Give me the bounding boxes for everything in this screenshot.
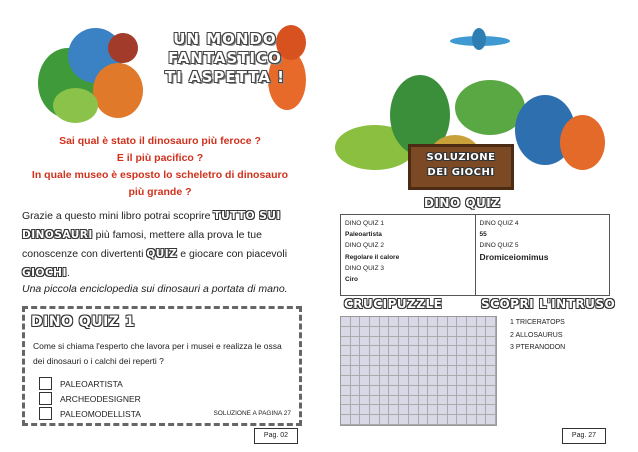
grid-cell [370,337,380,347]
grid-cell [419,376,429,386]
title-line-2: FANTASTICO [168,49,282,67]
answer-label: DINO QUIZ 1 [345,220,385,227]
grid-cell [477,366,487,376]
grid-cell [380,317,390,327]
question-line-3: In quale museo è esposto lo scheletro di dinosauro [31,169,289,181]
sign-line-1: SOLUZIONE [426,152,496,163]
grid-cell [438,405,448,415]
grid-cell [341,356,351,366]
grid-cell [351,405,361,415]
grid-cell [409,337,419,347]
option-checkbox[interactable] [39,377,52,390]
grid-cell [370,317,380,327]
book-title [150,30,300,87]
grid-cell [486,396,496,406]
grid-cell [409,317,419,327]
grid-cell [457,396,467,406]
grid-cell [448,405,458,415]
answer-value: 55 [479,231,487,239]
quiz-option-1[interactable] [39,377,123,390]
intro-text-3: e giocare con piacevoli [177,248,288,260]
grid-cell [399,317,409,327]
grid-cell [448,337,458,347]
grid-cell [380,346,390,356]
grid-cell [457,346,467,356]
grid-cell [448,396,458,406]
grid-cell [360,396,370,406]
answer-value: Ciro [345,276,358,284]
option-checkbox[interactable] [39,407,52,420]
grid-cell [457,327,467,337]
grid-cell [360,366,370,376]
grid-cell [370,405,380,415]
grid-cell [389,327,399,337]
grid-cell [399,396,409,406]
dinosaurs-illustration [38,28,148,128]
grid-cell [467,337,477,347]
grid-cell [467,396,477,406]
grid-cell [360,376,370,386]
grid-cell [419,415,429,425]
grid-cell [370,415,380,425]
solution-sign [408,144,514,190]
grid-cell [360,356,370,366]
grid-cell [457,356,467,366]
option-label: PALEOMODELLISTA [60,408,141,419]
grid-cell [351,346,361,356]
grid-cell [389,366,399,376]
answer-value: Regolare il calore [345,253,400,261]
title-line-3: TI ASPETTA ! [164,68,285,86]
grid-cell [370,376,380,386]
grid-cell [428,366,438,376]
grid-cell [486,337,496,347]
grid-cell [370,386,380,396]
grid-cell [428,317,438,327]
grid-cell [370,396,380,406]
grid-cell [399,346,409,356]
intro-paragraph [22,207,307,283]
grid-cell [477,405,487,415]
answer-value: Dromiceiomimus [479,251,549,262]
grid-cell [389,386,399,396]
grid-cell [428,327,438,337]
grid-cell [389,356,399,366]
grid-cell [370,346,380,356]
quiz-question: Come si chiama l'esperto che lavora per i musei e realizza le ossa dei dinosauri o i calchi dei reperti ? [33,341,282,366]
grid-cell [360,327,370,337]
intruder-heading: SCOPRI L'INTRUSO [481,297,616,311]
grid-cell [399,386,409,396]
grid-cell [380,337,390,347]
answers-column-1 [341,215,475,295]
grid-cell [389,376,399,386]
grid-cell [380,327,390,337]
grid-cell [380,366,390,376]
grid-cell [467,356,477,366]
grid-cell [341,317,351,327]
grid-cell [467,366,477,376]
grid-cell [438,386,448,396]
grid-cell [438,337,448,347]
grid-cell [477,337,487,347]
grid-cell [428,337,438,347]
grid-cell [399,356,409,366]
grid-cell [486,327,496,337]
grid-cell [448,415,458,425]
option-checkbox[interactable] [39,392,52,405]
grid-cell [477,415,487,425]
grid-cell [448,327,458,337]
grid-cell [457,415,467,425]
grid-cell [486,346,496,356]
crucipuzzle-grid [340,316,497,426]
grid-cell [409,396,419,406]
grid-cell [409,376,419,386]
intruder-item: 2 ALLOSAURUS [510,331,563,339]
grid-cell [341,366,351,376]
grid-cell [428,376,438,386]
grid-cell [428,405,438,415]
grid-cell [477,396,487,406]
grid-cell [438,356,448,366]
intruder-item: 3 PTERANODON [510,344,566,351]
grid-cell [428,386,438,396]
grid-cell [389,415,399,425]
quiz-title: DINO QUIZ 1 [31,314,136,330]
grid-cell [486,366,496,376]
grid-cell [457,405,467,415]
grid-cell [360,346,370,356]
grid-cell [389,317,399,327]
grid-cell [351,396,361,406]
grid-cell [467,386,477,396]
grid-cell [419,366,429,376]
option-label: ARCHEODESIGNER [60,393,141,404]
question-line-1: Sai qual è stato il dinosauro più feroce ? [59,135,261,147]
grid-cell [448,317,458,327]
grid-cell [380,415,390,425]
grid-cell [409,405,419,415]
sign-line-2: DEI GIOCHI [427,167,495,178]
grid-cell [360,386,370,396]
grid-cell [448,376,458,386]
grid-cell [409,366,419,376]
grid-cell [419,337,429,347]
grid-cell [419,396,429,406]
grid-cell [438,415,448,425]
grid-cell [370,327,380,337]
grid-cell [419,405,429,415]
grid-cell [341,415,351,425]
answer-label: DINO QUIZ 4 [479,220,519,227]
grid-cell [409,356,419,366]
page-number-right: Pag. 27 [562,428,606,444]
grid-cell [409,415,419,425]
grid-cell [428,346,438,356]
grid-cell [351,356,361,366]
grid-cell [448,366,458,376]
grid-cell [409,327,419,337]
grid-cell [360,405,370,415]
grid-cell [370,356,380,366]
answer-label: DINO QUIZ 2 [345,242,385,250]
grid-cell [477,327,487,337]
intruder-item: 1 TRICERATOPS [510,319,565,326]
quiz-option-2[interactable] [39,392,141,405]
grid-cell [341,396,351,406]
grid-cell [467,327,477,337]
grid-cell [399,376,409,386]
intro-highlight-2: QUIZ [146,248,178,260]
intro-highlight-3: GIOCHI [22,267,67,279]
grid-cell [477,376,487,386]
grid-cell [486,386,496,396]
grid-cell [438,327,448,337]
grid-cell [341,386,351,396]
crucipuzzle-heading: CRUCIPUZZLE [344,297,443,311]
grid-cell [351,337,361,347]
grid-cell [341,346,351,356]
title-line-1: UN MONDO [173,30,277,48]
grid-cell [477,317,487,327]
grid-cell [457,317,467,327]
grid-cell [389,405,399,415]
grid-cell [448,386,458,396]
grid-cell [419,317,429,327]
intruder-list [510,317,565,355]
grid-cell [486,356,496,366]
grid-cell [438,396,448,406]
grid-cell [467,317,477,327]
grid-cell [419,386,429,396]
grid-cell [486,415,496,425]
grid-cell [399,415,409,425]
grid-cell [380,386,390,396]
grid-cell [360,337,370,347]
grid-cell [457,376,467,386]
intro-text-4: . [66,267,70,279]
grid-cell [477,356,487,366]
subtitle: Una piccola enciclopedia sui dinosauri a portata di mano. [22,283,288,295]
grid-cell [380,396,390,406]
grid-cell [438,317,448,327]
grid-cell [419,327,429,337]
grid-cell [399,405,409,415]
page-number-left: Pag. 02 [254,428,298,444]
grid-cell [477,386,487,396]
grid-cell [467,346,477,356]
intro-text-1: Grazie a questo mini libro potrai scoprire [22,210,214,222]
intro-highlight-1: TUTTO SUI DINOSAURI [22,210,281,241]
quiz-option-3[interactable] [39,407,141,420]
grid-cell [351,366,361,376]
grid-cell [419,356,429,366]
grid-cell [389,346,399,356]
grid-cell [467,405,477,415]
grid-cell [438,346,448,356]
grid-cell [399,337,409,347]
grid-cell [486,376,496,386]
dino-quiz-heading: DINO QUIZ [424,196,501,210]
grid-cell [428,415,438,425]
question-line-2: E il più pacifico ? [116,152,204,164]
intro-text-2: più famosi, mettere alla prova le tue conoscenze con divertenti [22,229,262,260]
grid-cell [351,376,361,386]
grid-cell [370,366,380,376]
grid-cell [428,396,438,406]
grid-cell [341,405,351,415]
grid-cell [467,415,477,425]
grid-cell [380,356,390,366]
dino-quiz-box [22,306,302,426]
grid-cell [486,405,496,415]
grid-cell [438,376,448,386]
answer-label: DINO QUIZ 5 [479,242,519,250]
grid-cell [360,317,370,327]
grid-cell [419,346,429,356]
grid-cell [351,386,361,396]
grid-cell [380,376,390,386]
grid-cell [428,356,438,366]
solution-reference: SOLUZIONE A PAGINA 27 [213,410,291,417]
answers-column-2 [475,215,610,295]
teaser-questions [20,133,300,201]
grid-cell [486,317,496,327]
grid-cell [380,405,390,415]
grid-cell [457,386,467,396]
grid-cell [351,415,361,425]
grid-cell [360,415,370,425]
grid-cell [448,346,458,356]
grid-cell [341,337,351,347]
answer-value: Paleoartista [345,231,382,239]
grid-cell [389,396,399,406]
grid-cell [389,337,399,347]
option-label: PALEOARTISTA [60,378,123,389]
grid-cell [399,327,409,337]
answers-table [340,214,610,296]
question-line-4: più grande ? [128,186,192,198]
grid-cell [467,376,477,386]
grid-cell [477,346,487,356]
grid-cell [341,376,351,386]
grid-cell [399,366,409,376]
grid-cell [438,366,448,376]
pterodactyl-illustration [450,28,510,53]
grid-cell [448,356,458,366]
answer-label: DINO QUIZ 3 [345,264,385,272]
grid-cell [457,337,467,347]
grid-cell [457,366,467,376]
grid-cell [409,386,419,396]
grid-cell [351,317,361,327]
grid-cell [409,346,419,356]
grid-cell [351,327,361,337]
grid-cell [341,327,351,337]
